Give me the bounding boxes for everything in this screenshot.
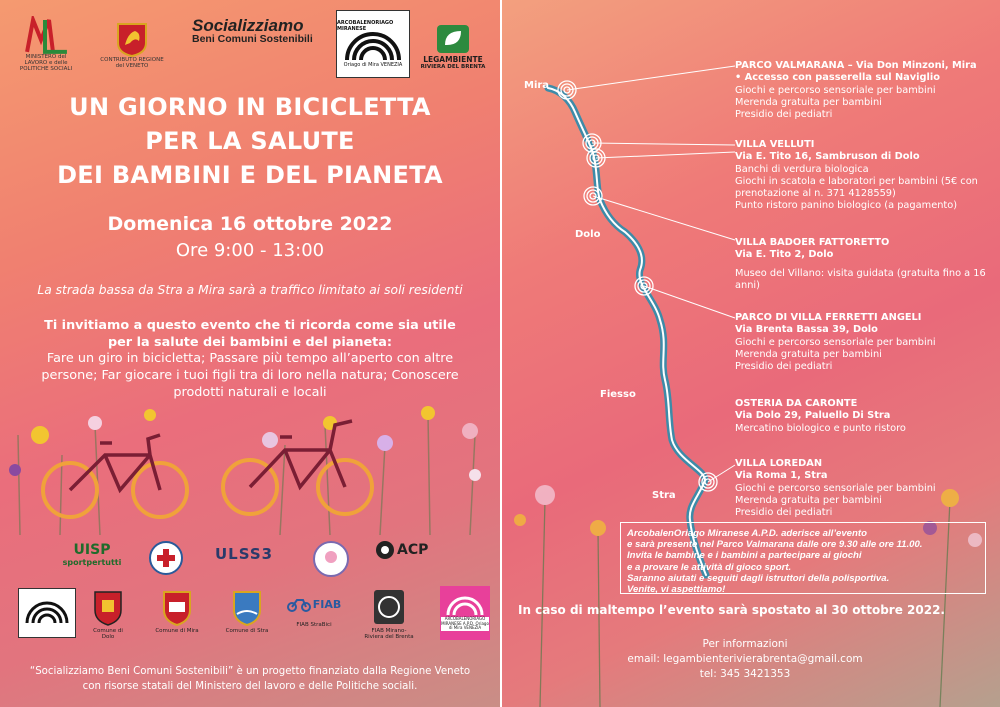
venue-badoer: [735, 237, 995, 292]
title-line-1: UN GIORNO IN BICICLETTA: [69, 93, 431, 121]
venue-line: Museo del Villano: visita guidata (gratuita fino a 16 anni): [735, 267, 986, 291]
map-label-fiesso: Fiesso: [600, 389, 636, 400]
fiab-mirano-logo: [364, 588, 414, 641]
ministero-ml-icon: [23, 16, 69, 54]
pediatri-logo: [312, 540, 350, 578]
venue-caronte: [735, 398, 995, 435]
venue-address: Via E. Tito 16, Sambruson di Dolo: [735, 151, 920, 163]
venue-velluti: [735, 139, 995, 213]
regione-veneto-logo: [100, 18, 164, 72]
venue-line: Giochi e percorso sensoriale per bambini: [735, 482, 936, 494]
venue-line: Giochi in scatola e laboratori per bambini (5€ con prenotazione al n. 371 4128559): [735, 175, 978, 200]
venue-bullet: • Accesso con passerella sul Naviglio: [735, 72, 940, 84]
pediatri-badge-icon: [312, 540, 350, 578]
venue-line: Merenda gratuita per bambini: [735, 96, 882, 108]
comune-mira-logo: [155, 588, 199, 634]
rainbow-arc-icon: [343, 32, 403, 62]
fiab-strabici-logo: [284, 596, 344, 628]
venue-line: Presidio dei pediatri: [735, 109, 833, 121]
event-hours: Ore 9:00 - 13:00: [175, 240, 325, 261]
veneto-caption: CONTRIBUTO REGIONE del VENETO: [100, 56, 164, 69]
stra-crest-icon: [231, 588, 263, 626]
fiab-strabici-caption: FIAB StraBici: [296, 622, 332, 628]
venue-valmarana: [735, 60, 995, 121]
comune-stra-logo: [225, 588, 269, 634]
bad-weather-note: In caso di maltempo l’evento sarà spostato al 30 ottobre 2022.: [518, 603, 945, 617]
arcobaleno-note-box: [620, 522, 986, 594]
arcobaleno-logo-top: [336, 10, 410, 78]
dolo-crest-icon: [92, 588, 124, 626]
funding-note: “Socializziamo Beni Comuni Sostenibili” è un progetto finanziato dalla Regione Veneto con risorse statali del Ministero del lavoro e delle Politiche sociali.: [29, 666, 471, 692]
arco-note-line: e sarà presente nel Parco Valmarana dalle ore 9.30 alle ore 11.00.: [627, 539, 923, 551]
legambiente-leaf-icon: [433, 23, 473, 55]
ulss-label: ULSS3: [215, 545, 274, 563]
venue-address: Via E. Tito 2, Dolo: [735, 249, 834, 261]
map-label-mira: Mira: [524, 80, 550, 91]
venue-line: Merenda gratuita per bambini: [735, 494, 882, 506]
dolo-caption: Comune di Dolo: [93, 628, 123, 641]
map-label-stra: Stra: [652, 490, 676, 501]
red-cross-icon: [148, 540, 184, 576]
bicycle-left-icon: [43, 435, 187, 517]
fiab-mirano-icon: [372, 588, 406, 626]
uisp-sub: sportpertutti: [62, 558, 122, 567]
stra-caption: Comune di Stra: [225, 628, 269, 634]
arco-note-line: ArcobalenOriago Miranese A.P.D. aderisce all’evento: [627, 528, 867, 539]
venue-address: Via Dolo 29, Paluello Di Stra: [735, 410, 891, 422]
venue-line: Presidio dei pediatri: [735, 507, 833, 519]
arco-top-caption: ARCOBALENORIAGO MIRANESE: [337, 20, 394, 32]
title-line-3: DEI BAMBINI E DEL PIANETA: [57, 161, 443, 189]
uisp-logo: [62, 542, 122, 567]
venue-ferretti: [735, 312, 995, 373]
venue-line: Presidio dei pediatri: [735, 361, 833, 373]
ministero-logo: [14, 16, 78, 72]
uisp-label: UISP: [73, 542, 111, 558]
venue-address: Via Roma 1, Stra: [735, 470, 828, 482]
venue-title: VILLA BADOER FATTORETTO: [735, 237, 890, 248]
rainbow-arc-small-icon: [24, 601, 70, 625]
red-cross-logo: [148, 540, 184, 576]
venue-title: PARCO DI VILLA FERRETTI ANGELI: [735, 312, 922, 323]
fiab-bike-icon: [287, 596, 311, 612]
acp-icon: [375, 540, 395, 560]
acp-label: ACP: [397, 542, 429, 558]
traffic-note: La strada bassa da Stra a Mira sarà a traffico limitato ai soli residenti: [37, 283, 463, 297]
arcobaleno-logo-bottom: [18, 588, 76, 638]
venue-title: VILLA VELLUTI: [735, 139, 815, 150]
invite-text: Fare un giro in bicicletta; Passare più tempo all’aperto con altre persone; Far giocare i tuoi figli tra di loro nella natura; Conoscere prodotti naturali e locali: [41, 351, 459, 400]
fiab-label: FIAB: [312, 597, 342, 611]
event-title: [0, 90, 500, 192]
venue-address: Via Brenta Bassa 39, Dolo: [735, 324, 878, 336]
arco-note-line: Invita le bambine e i bambini a partecipare ai giochi: [627, 550, 862, 562]
fiab-mirano-caption: FIAB Mirano-Riviera del Brenta: [364, 628, 414, 641]
rainbow-arc-white-icon: [445, 595, 485, 617]
arco-pink-caption: ARCOBALENORIAGO MIRANESE A.P.D. Oriago di Mira VENEZIA: [441, 616, 489, 631]
info-heading: Per informazioni: [702, 638, 788, 650]
arco-top-sub: Oriago di Mira VENEZIA: [343, 62, 403, 68]
venue-title: VILLA LOREDAN: [735, 458, 823, 469]
contact-info: [600, 637, 890, 682]
venue-loredan: [735, 458, 995, 519]
flower-icon: [31, 426, 49, 444]
arco-note-line: Venite, vi aspettiamo!: [627, 584, 726, 596]
socializziamo-title: Socializziamo: [192, 16, 304, 35]
title-line-2: PER LA SALUTE: [145, 127, 355, 155]
venue-line: Mercatino biologico e punto ristoro: [735, 422, 906, 434]
venue-title: PARCO VALMARANA – Via Don Minzoni, Mira: [735, 60, 977, 71]
legambiente-line2: RIVIERA DEL BRENTA: [420, 63, 486, 70]
mira-caption: Comune di Mira: [155, 628, 199, 634]
comune-dolo-logo: [88, 588, 128, 641]
venue-line: Punto ristoro panino biologico (a pagamento): [735, 200, 958, 212]
veneto-lion-icon: [115, 21, 149, 57]
invite-heading: Ti invitiamo a questo evento che ti ricorda come sia utile per la salute dei bambini e del pianeta:: [44, 318, 456, 350]
venue-line: Banchi di verdura biologica: [735, 163, 869, 175]
venue-line: Merenda gratuita per bambini: [735, 348, 882, 360]
ministero-caption: MINISTERO del LAVORO e delle POLITICHE SOCIALI: [19, 53, 73, 72]
event-date: Domenica 16 ottobre 2022: [107, 213, 393, 235]
bicycles-flowers-illustration: [0, 395, 500, 535]
legambiente-logo: [418, 16, 488, 76]
bicycle-right-icon: [223, 421, 372, 514]
legambiente-line1: LEGAMBIENTE: [423, 54, 483, 64]
info-phone: tel: 345 3421353: [699, 668, 791, 680]
venue-title: OSTERIA DA CARONTE: [735, 398, 858, 409]
mira-crest-icon: [161, 588, 193, 626]
venue-line: Giochi e percorso sensoriale per bambini: [735, 336, 936, 348]
arcobaleno-pink-logo: [440, 586, 490, 640]
info-email: email: legambienterivierabrenta@gmail.com: [627, 653, 863, 665]
arco-note-line: Saranno aiutati e seguiti dagli istruttori della polisportiva.: [627, 572, 890, 584]
arco-note-line: e a provare le attività di gioco sport.: [627, 561, 792, 573]
map-label-dolo: Dolo: [575, 229, 601, 240]
venue-line: Giochi e percorso sensoriale per bambini: [735, 84, 936, 96]
acp-logo: [375, 540, 428, 560]
socializziamo-subtitle: Beni Comuni Sostenibili: [192, 33, 313, 45]
ulss-logo: [215, 545, 273, 563]
